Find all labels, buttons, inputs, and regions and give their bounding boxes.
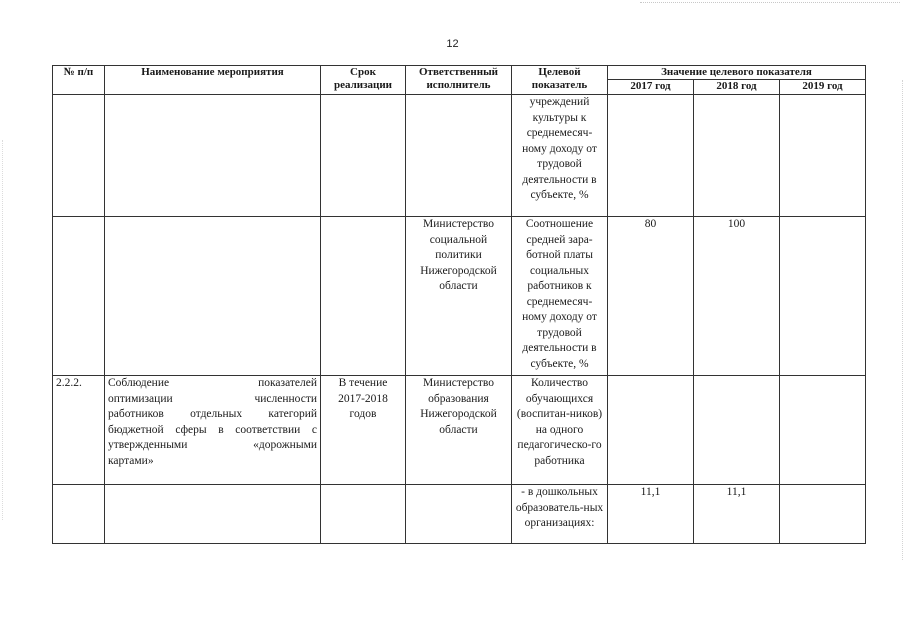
- scan-edge-mark: [902, 80, 903, 560]
- cell-value-2017: [608, 376, 694, 485]
- table-header-row: [53, 66, 866, 80]
- cell-value-2018: [694, 376, 780, 485]
- cell-value-2018: 100: [694, 217, 780, 376]
- header-num: № п/п: [53, 66, 105, 95]
- cell-term: [321, 95, 406, 217]
- cell-value-2019: [780, 376, 866, 485]
- cell-term: [321, 485, 406, 544]
- name-line: утвержденными «дорожными: [108, 439, 317, 451]
- cell-term: В течение 2017-2018 годов: [321, 376, 406, 485]
- cell-value-2019: [780, 95, 866, 217]
- cell-indicator: Количество обучающихся (воспитан-ников) на одного педагогическо-го работника: [512, 376, 608, 485]
- name-line: бюджетной сферы в соответствии с: [108, 423, 317, 436]
- cell-indicator: Соотношение средней зара-ботной платы социальных работников к среднемесяч-ному доходу от трудовой деятельности в субъекте, %: [512, 217, 608, 376]
- table-row: [53, 376, 866, 485]
- measures-table: [52, 65, 866, 544]
- header-year-2018: 2018 год: [694, 80, 780, 95]
- cell-responsible: [406, 485, 512, 544]
- cell-responsible: [406, 95, 512, 217]
- cell-num: [53, 485, 105, 544]
- cell-responsible: Министерство образования Нижегородской области: [406, 376, 512, 485]
- table-row: [53, 217, 866, 376]
- cell-num: [53, 217, 105, 376]
- cell-indicator: - в дошкольных образователь-ных организациях:: [512, 485, 608, 544]
- cell-term: [321, 217, 406, 376]
- header-year-2017: 2017 год: [608, 80, 694, 95]
- scan-edge-mark: [2, 140, 3, 520]
- cell-num: 2.2.2.: [53, 376, 105, 485]
- cell-value-2019: [780, 217, 866, 376]
- cell-value-2018: 11,1: [694, 485, 780, 544]
- header-indicator: Целевой показатель: [512, 66, 608, 95]
- header-value-group: Значение целевого показателя: [608, 66, 866, 80]
- header-term: Срок реализации: [321, 66, 406, 95]
- name-line: работников отдельных категорий: [108, 408, 317, 420]
- name-line: оптимизации численности: [108, 392, 317, 405]
- header-year-2019: 2019 год: [780, 80, 866, 95]
- table-row: [53, 95, 866, 217]
- cell-value-2019: [780, 485, 866, 544]
- header-responsible: Ответственный исполнитель: [406, 66, 512, 95]
- cell-name: [105, 217, 321, 376]
- cell-value-2017: 11,1: [608, 485, 694, 544]
- cell-indicator: учреждений культуры к среднемесяч-ному доходу от трудовой деятельности в субъекте, %: [512, 95, 608, 217]
- page-number: 12: [446, 38, 459, 50]
- header-name: Наименование мероприятия: [105, 66, 321, 95]
- cell-value-2017: [608, 95, 694, 217]
- cell-value-2017: 80: [608, 217, 694, 376]
- table-row: [53, 485, 866, 544]
- cell-value-2018: [694, 95, 780, 217]
- name-line: Соблюдение показателей: [108, 377, 317, 389]
- cell-num: [53, 95, 105, 217]
- cell-name: [105, 95, 321, 217]
- cell-name: [105, 485, 321, 544]
- cell-responsible: Министерство социальной политики Нижегородской области: [406, 217, 512, 376]
- cell-name: [105, 376, 321, 485]
- scan-edge-mark: [640, 2, 900, 3]
- name-line: картами»: [108, 454, 154, 467]
